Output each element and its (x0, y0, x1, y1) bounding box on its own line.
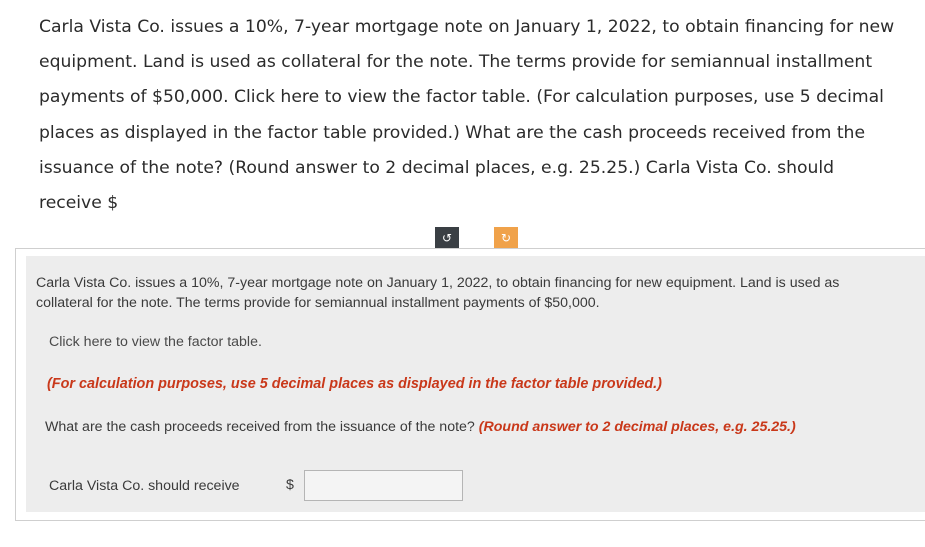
undo-icon[interactable]: ↺ (435, 227, 459, 248)
currency-symbol: $ (286, 477, 294, 493)
answer-label: Carla Vista Co. should receive (49, 478, 240, 494)
question-ask: What are the cash proceeds received from the issuance of the note? (45, 419, 479, 435)
question-prompt (45, 419, 796, 435)
question-text: Carla Vista Co. issues a 10%, 7-year mortgage note on January 1, 2022, to obtain financing for new equipment. Land is used as collateral for the note. The terms provide for semiannual installment payments of $50,000. (36, 275, 840, 311)
rounding-hint: (Round answer to 2 decimal places, e.g. 25.25.) (478, 419, 796, 435)
redo-icon[interactable]: ↻ (494, 227, 518, 248)
answer-input[interactable] (304, 470, 463, 501)
factor-table-link[interactable]: Click here to view the factor table. (49, 334, 262, 350)
calculation-note: (For calculation purposes, use 5 decimal places as displayed in the factor table provided.) (47, 376, 662, 392)
problem-statement: Carla Vista Co. issues a 10%, 7-year mortgage note on January 1, 2022, to obtain financing for new equipment. Land is used as collateral for the note. The terms provide for semiannual installment payments of $50,000. Click here to view the factor table. (For calculation purposes, use 5 decimal places as displayed in the factor table provided.) What are the cash proceeds received from the issuance of the note? (Round answer to 2 decimal places, e.g. 25.25.) Carla Vista Co. should receive $ (39, 17, 895, 214)
